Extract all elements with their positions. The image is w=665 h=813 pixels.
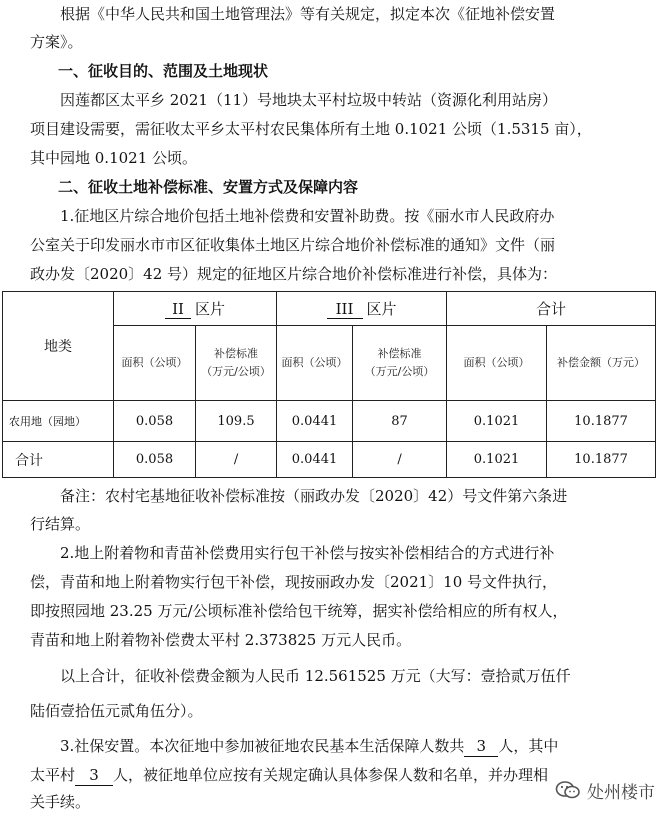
zone-a-number: II [165,300,191,319]
cell-total-amount: 10.1877 [547,442,656,478]
section-1-para-line: 项目建设需要，需征收太平乡太平村农民集体所有土地 0.1021 公顷（1.5315 亩）， [30,120,592,138]
para-3-line-3: 关手续。 [30,793,91,811]
para-2-line: 偿，青苗和地上附着物实行包干补偿，现按丽政办发〔2021〕10 号文件执行， [30,573,558,591]
rate-header [353,326,447,401]
note-line-2: 行结算。 [30,515,91,533]
para-3-text: 人，被征地单位应按有关规定确认具体参保人数和名单，并办理相 [113,766,549,784]
cell-total-area: 0.1021 [447,442,547,478]
cell-a-area: 0.058 [114,442,196,478]
cell-total-area: 0.1021 [447,401,547,442]
section-2-heading: 二、征收土地补偿标准、安置方式及保障内容 [58,178,359,196]
para-2-line: 即按照园地 23.25 万元/公顷标准补偿给包干统筹，据实补偿给相应的所有权人， [30,602,568,620]
para-3-text: 太平村 [30,766,76,784]
summary-line-2: 陆佰壹拾伍元贰角伍分）。 [30,702,203,720]
area-header: 面积（公顷） [277,326,353,401]
total-header: 合计 [447,292,656,326]
village-count: 3 [75,765,113,786]
table-row [3,442,656,478]
section-2-para-line: 公室关于印发丽水市市区征收集体土地区片综合地价补偿标准的通知》文件（丽 [30,236,556,254]
section-1-heading: 一、征收目的、范围及土地现状 [58,62,269,80]
insured-count: 3 [464,736,498,757]
zone-suffix: 区片 [366,300,397,318]
section-1-para-line: 因莲都区太平乡 2021（11）号地块太平村垃圾中转站（资源化利用站房） [60,91,558,109]
note-line-1: 备注：农村宅基地征收补偿标准按（丽政办发〔2020〕42）号文件第六条进 [60,487,568,505]
cell-b-rate: 87 [353,401,447,442]
zone-b-header [277,292,447,326]
rate-header-line: （万元/公顷） [201,365,271,378]
cell-b-area: 0.0441 [277,401,353,442]
intro-line-1: 根据《中华人民共和国土地管理法》等有关规定，拟定本次《征地补偿安置 [60,5,556,23]
para-3-text: 3.社保安置。本次征地中参加被征地农民基本生活保障人数共 [60,737,465,755]
cell-a-rate: 109.5 [196,401,277,442]
area-header: 面积（公顷） [114,326,196,401]
rate-header-line: 补偿标准 [214,347,258,360]
rate-header-line: （万元/公顷） [364,365,435,378]
watermark-text: 处州楼市 [587,782,655,803]
rate-header-line: 补偿标准 [377,347,422,360]
para-3-text: 人，其中 [498,737,559,755]
para-3-line-1 [60,736,558,757]
zone-b-number: III [327,300,363,319]
land-type-header: 地类 [3,292,114,401]
compensation-table [2,291,656,478]
rate-header [196,326,277,401]
table-row [3,401,656,442]
cell-a-rate: / [196,442,277,478]
summary-line-1: 以上合计，征收补偿费金额为人民币 12.561525 万元（大写：壹拾贰万伍仟 [60,667,571,685]
row-label: 农用地（园地） [3,401,114,442]
cell-total-amount: 10.1877 [547,401,656,442]
wechat-icon [555,780,581,800]
section-1-para-line: 其中园地 0.1021 公顷。 [30,149,198,167]
zone-a-header [114,292,277,326]
amount-header: 补偿金额（万元） [547,326,656,401]
section-2-para-line: 政办发〔2020〕42 号）规定的征地区片综合地价补偿标准进行补偿，具体为： [30,265,558,283]
zone-suffix: 区片 [195,300,226,318]
para-2-line: 青苗和地上附着物补偿费太平村 2.373825 万元人民币。 [30,631,412,649]
cell-a-area: 0.058 [114,401,196,442]
section-2-para-line: 1.征地区片综合地价包括土地补偿费和安置补助费。按《丽水市人民政府办 [60,207,555,225]
para-3-line-2 [30,765,548,786]
watermark [551,777,659,803]
para-2-line: 2.地上附着物和青苗补偿费用实行包干补偿与按实补偿相结合的方式进行补 [60,544,555,562]
intro-line-2: 方案》。 [30,33,83,51]
cell-b-rate: / [353,442,447,478]
area-header: 面积（公顷） [447,326,547,401]
cell-b-area: 0.0441 [277,442,353,478]
row-label: 合计 [3,442,114,478]
